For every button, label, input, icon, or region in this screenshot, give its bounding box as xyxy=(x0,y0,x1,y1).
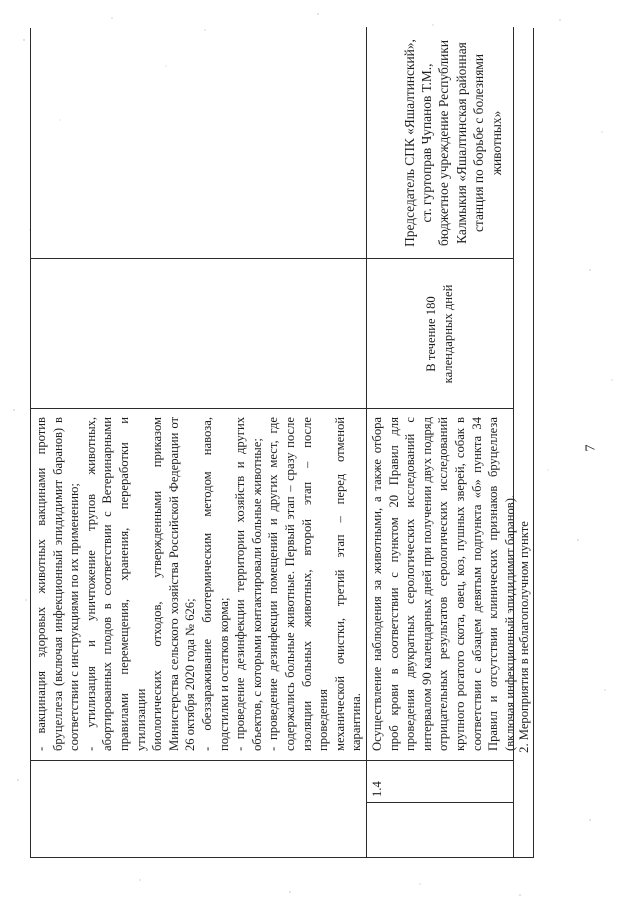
text-line: изоляции больных животных, второй этап – после проведения xyxy=(299,417,331,751)
text-line: - обеззараживание биотермическим методом навоза, xyxy=(199,417,214,751)
measures-list-cell xyxy=(33,409,363,759)
table-column-divider xyxy=(366,802,513,803)
text-line: календарных дней xyxy=(441,284,455,384)
text-line: крупного рогатого скота, овец, коз, пушных зверей, собак в xyxy=(452,417,467,751)
text-line: отрицательных результатов серологических исследований xyxy=(436,417,451,751)
text-line: - проведение дезинфекции территории хозяйств и других xyxy=(233,417,248,751)
table-row-divider xyxy=(366,27,367,857)
text-line: проведения двукратных серологических исследований с xyxy=(403,417,418,751)
text-line: объектов, с которыми контактировали больные животные; xyxy=(249,438,264,751)
row-number: 1.4 xyxy=(370,781,384,797)
text-line: подстилки и остатков корма; xyxy=(216,597,231,751)
text-line: В течение 180 xyxy=(424,296,439,372)
page-number: 7 xyxy=(583,444,599,452)
text-line: абортированных плодов в соответствии с Ветеринарными xyxy=(100,417,115,751)
text-line: бруцеллеза (включая инфекционный эпидидимит баранов) в xyxy=(50,417,65,751)
deadline-cell xyxy=(369,259,511,409)
text-line: Калмыкия «Яшалтинская районная xyxy=(453,42,469,244)
text-line: Министерства сельского хозяйства Российской Федерации от xyxy=(166,417,181,751)
text-line: - утилизация и уничтожение трупов животных, xyxy=(83,417,98,751)
rotated-page-content xyxy=(30,28,534,858)
text-line: Осуществление наблюдения за животными, а также отбора xyxy=(370,417,384,751)
measures-table xyxy=(30,28,534,858)
text-line: станция по борьбе с болезнями xyxy=(471,53,487,233)
text-line: 26 октября 2020 года № 626; xyxy=(183,598,198,751)
section-title: 2. Мероприятия в неблагополучном пункте xyxy=(516,521,531,753)
text-line: соответствии с инструкциями по их применению; xyxy=(67,483,82,751)
text-line: правилами перемещения, хранения, переработки и утилизации xyxy=(116,417,148,751)
text-line: содержались больные животные. Первый этап – сразу после xyxy=(282,417,297,751)
table-column-divider xyxy=(31,760,513,761)
text-line: животных» xyxy=(488,110,504,176)
text-line: ст. гуртоправ Чупанов Т.М., xyxy=(418,63,434,223)
text-line: биологических отходов, утвержденными приказом xyxy=(150,417,165,751)
text-line: механической очистки, третий этап – перед отменой xyxy=(332,417,347,751)
text-line: - проведение дезинфекции помещений и других мест, где xyxy=(266,417,281,751)
text-line: карантина. xyxy=(349,693,364,751)
text-line: - вакцинация здоровых животных вакцинами против xyxy=(34,417,48,751)
observation-measure-cell xyxy=(369,409,517,759)
text-line: проб крови в соответствии с пунктом 20 Правил для xyxy=(386,417,401,751)
responsible-cell xyxy=(369,27,511,259)
text-line: Правил и отсутствии клинических признаков бруцеллеза xyxy=(486,417,501,751)
text-line: Председатель СПК «Яшалтинский», xyxy=(401,39,417,247)
text-line: интервалом 90 календарных дней при получении двух подряд xyxy=(419,417,434,751)
section-heading-row xyxy=(513,27,534,857)
text-line: бюджетное учреждение Республики xyxy=(436,40,452,247)
text-line: (включая инфекционный эпидидимит баранов). xyxy=(502,494,517,751)
text-line: соответствии с абзацем девятым подпункта «б» пункта 34 xyxy=(469,417,484,751)
